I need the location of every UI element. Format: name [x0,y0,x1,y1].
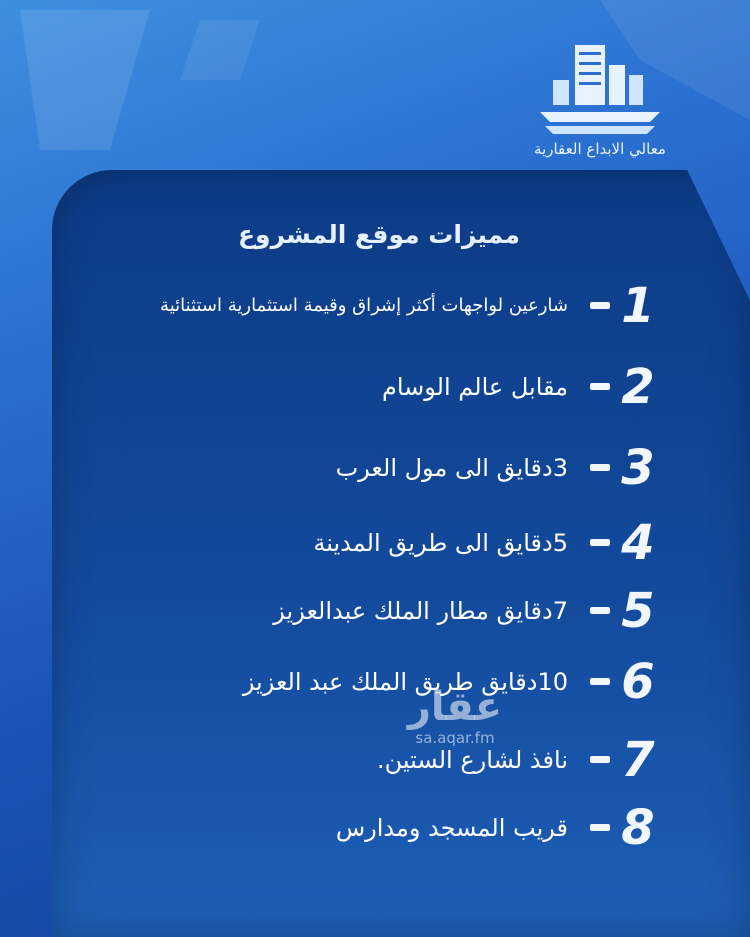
feature-item-8 [60,798,680,858]
feature-number: 2 [621,359,655,415]
feature-item-7 [60,730,680,790]
feature-text: 5دقايق الى طريق المدينة [313,529,568,557]
dash-icon [590,302,610,309]
feature-item-2 [60,357,680,417]
feature-number: 1 [621,278,655,334]
brand-name: معالي الابداع العقارية [534,140,666,158]
feature-text: نافذ لشارع الستين. [376,746,568,774]
buildings-logo-icon [535,40,665,140]
dash-icon [590,383,610,390]
feature-text: 10دقايق طريق الملك عبد العزيز [242,668,568,696]
feature-item-6 [60,652,680,712]
feature-number: 3 [621,440,655,496]
feature-text: 7دقايق مطار الملك عبدالعزيز [273,597,568,625]
feature-item-4 [60,513,680,573]
dash-icon [590,678,610,685]
feature-text: مقابل عالم الوسام [382,373,568,401]
feature-item-3 [60,438,680,498]
dash-icon [590,824,610,831]
feature-text: قريب المسجد ومدارس [335,814,568,842]
dash-icon [590,539,610,546]
feature-number: 8 [621,800,655,856]
feature-number: 5 [621,583,655,639]
brand-logo [520,40,680,170]
dash-icon [590,464,610,471]
page-title: مميزات موقع المشروع [237,220,520,249]
watermark [385,685,525,747]
feature-number: 4 [621,515,655,571]
feature-item-5 [60,581,680,641]
feature-text: شارعين لواجهات أكثر إشراق وقيمة استثمارية استثنائية [160,295,568,316]
watermark-url: sa.aqar.fm [415,729,495,747]
feature-number: 6 [621,654,655,710]
watermark-brand: عقار [407,684,503,730]
feature-number: 7 [621,732,655,788]
feature-item-1 [60,276,680,336]
dash-icon [590,756,610,763]
feature-text: 3دقايق الى مول العرب [335,454,568,482]
dash-icon [590,607,610,614]
